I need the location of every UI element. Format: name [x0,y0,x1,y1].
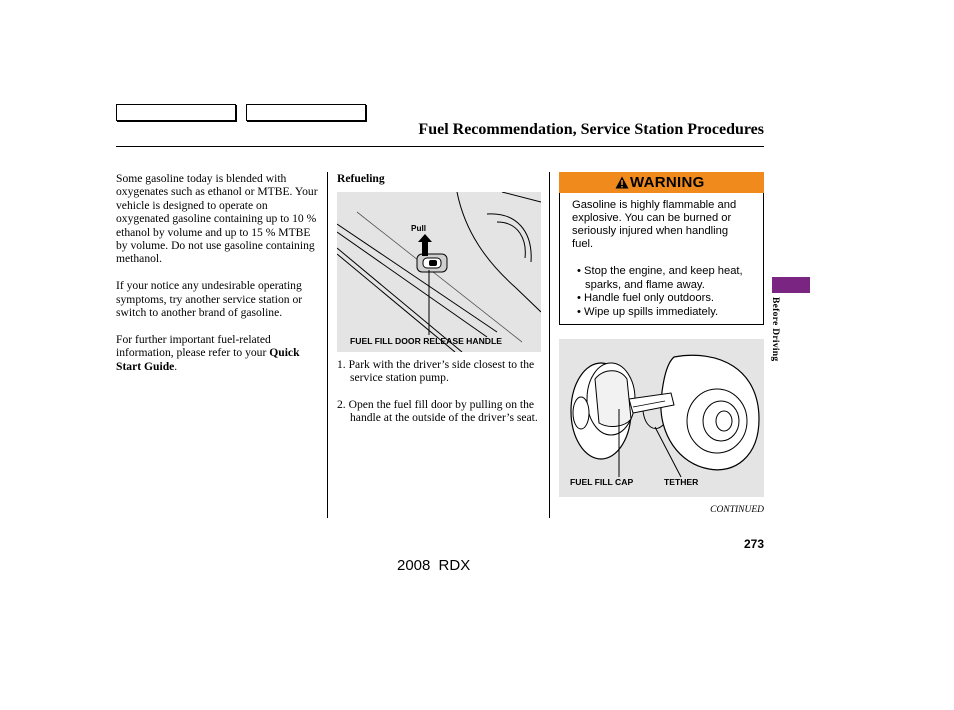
warning-bullet-list [577,265,759,319]
step-1: 1. Park with the driver’s side closest to the service station pump. [337,358,535,385]
warning-body [559,193,764,325]
paragraph-oxygenates: Some gasoline today is blended with oxygenates such as ethanol or MTBE. Your vehicle is designed to operate on oxygenated gasoline containing up to 10 % ethanol by volume and up to 15 % MTBE by volume. Do not use gasoline containing methanol. [116,172,318,266]
quick-start-end: . [174,359,178,373]
warning-bullet-2: • Handle fuel only outdoors. [577,292,715,304]
continued-label: CONTINUED [710,505,764,515]
column-divider-2 [549,172,550,518]
fuel-fill-cap-illustration [559,339,764,497]
fuel-fill-cap-figure [559,339,764,497]
fuel-fill-cap-label: FUEL FILL CAP [570,477,634,487]
fuel-door-release-illustration [337,192,541,352]
model-label: 2008 RDX [397,557,471,574]
paragraph-symptoms: If your notice any undesirable operating symptoms, try another service station or switch to another brand of gasoline. [116,279,303,320]
refueling-heading: Refueling [337,172,385,185]
warning-bullet-1: • Stop the engine, and keep heat, sparks, and flame away. [577,265,743,291]
warning-bullet-3: • Wipe up spills immediately. [577,305,719,318]
warning-header [559,172,764,193]
left-column [116,172,318,386]
quick-start-text: For further important fuel-related information, please refer to your [116,332,271,360]
page-title: Fuel Recommendation, Service Station Procedures [418,121,764,138]
fuel-door-release-caption: FUEL FILL DOOR RELEASE HANDLE [350,336,502,346]
nav-box-left[interactable] [116,104,236,121]
column-divider-1 [327,172,328,518]
warning-triangle-icon [615,176,629,189]
warning-title: WARNING [630,174,705,191]
section-tab[interactable] [772,277,810,293]
page-number: 273 [743,537,764,551]
paragraph-quick-start [116,333,318,373]
fuel-door-release-figure [337,192,541,352]
section-tab-label: Before Driving [770,297,780,362]
tether-label: TETHER [664,477,699,487]
step-2: 2. Open the fuel fill door by pulling on the handle at the outside of the driver’s seat. [337,398,538,425]
warning-intro: Gasoline is highly flammable and explosive. You can be burned or seriously injured when handling fuel. [572,199,737,250]
nav-box-right[interactable] [246,104,366,121]
title-rule [116,146,764,147]
pull-label: Pull [411,224,427,233]
quick-start-guide-link: Quick Start Guide [116,346,300,373]
